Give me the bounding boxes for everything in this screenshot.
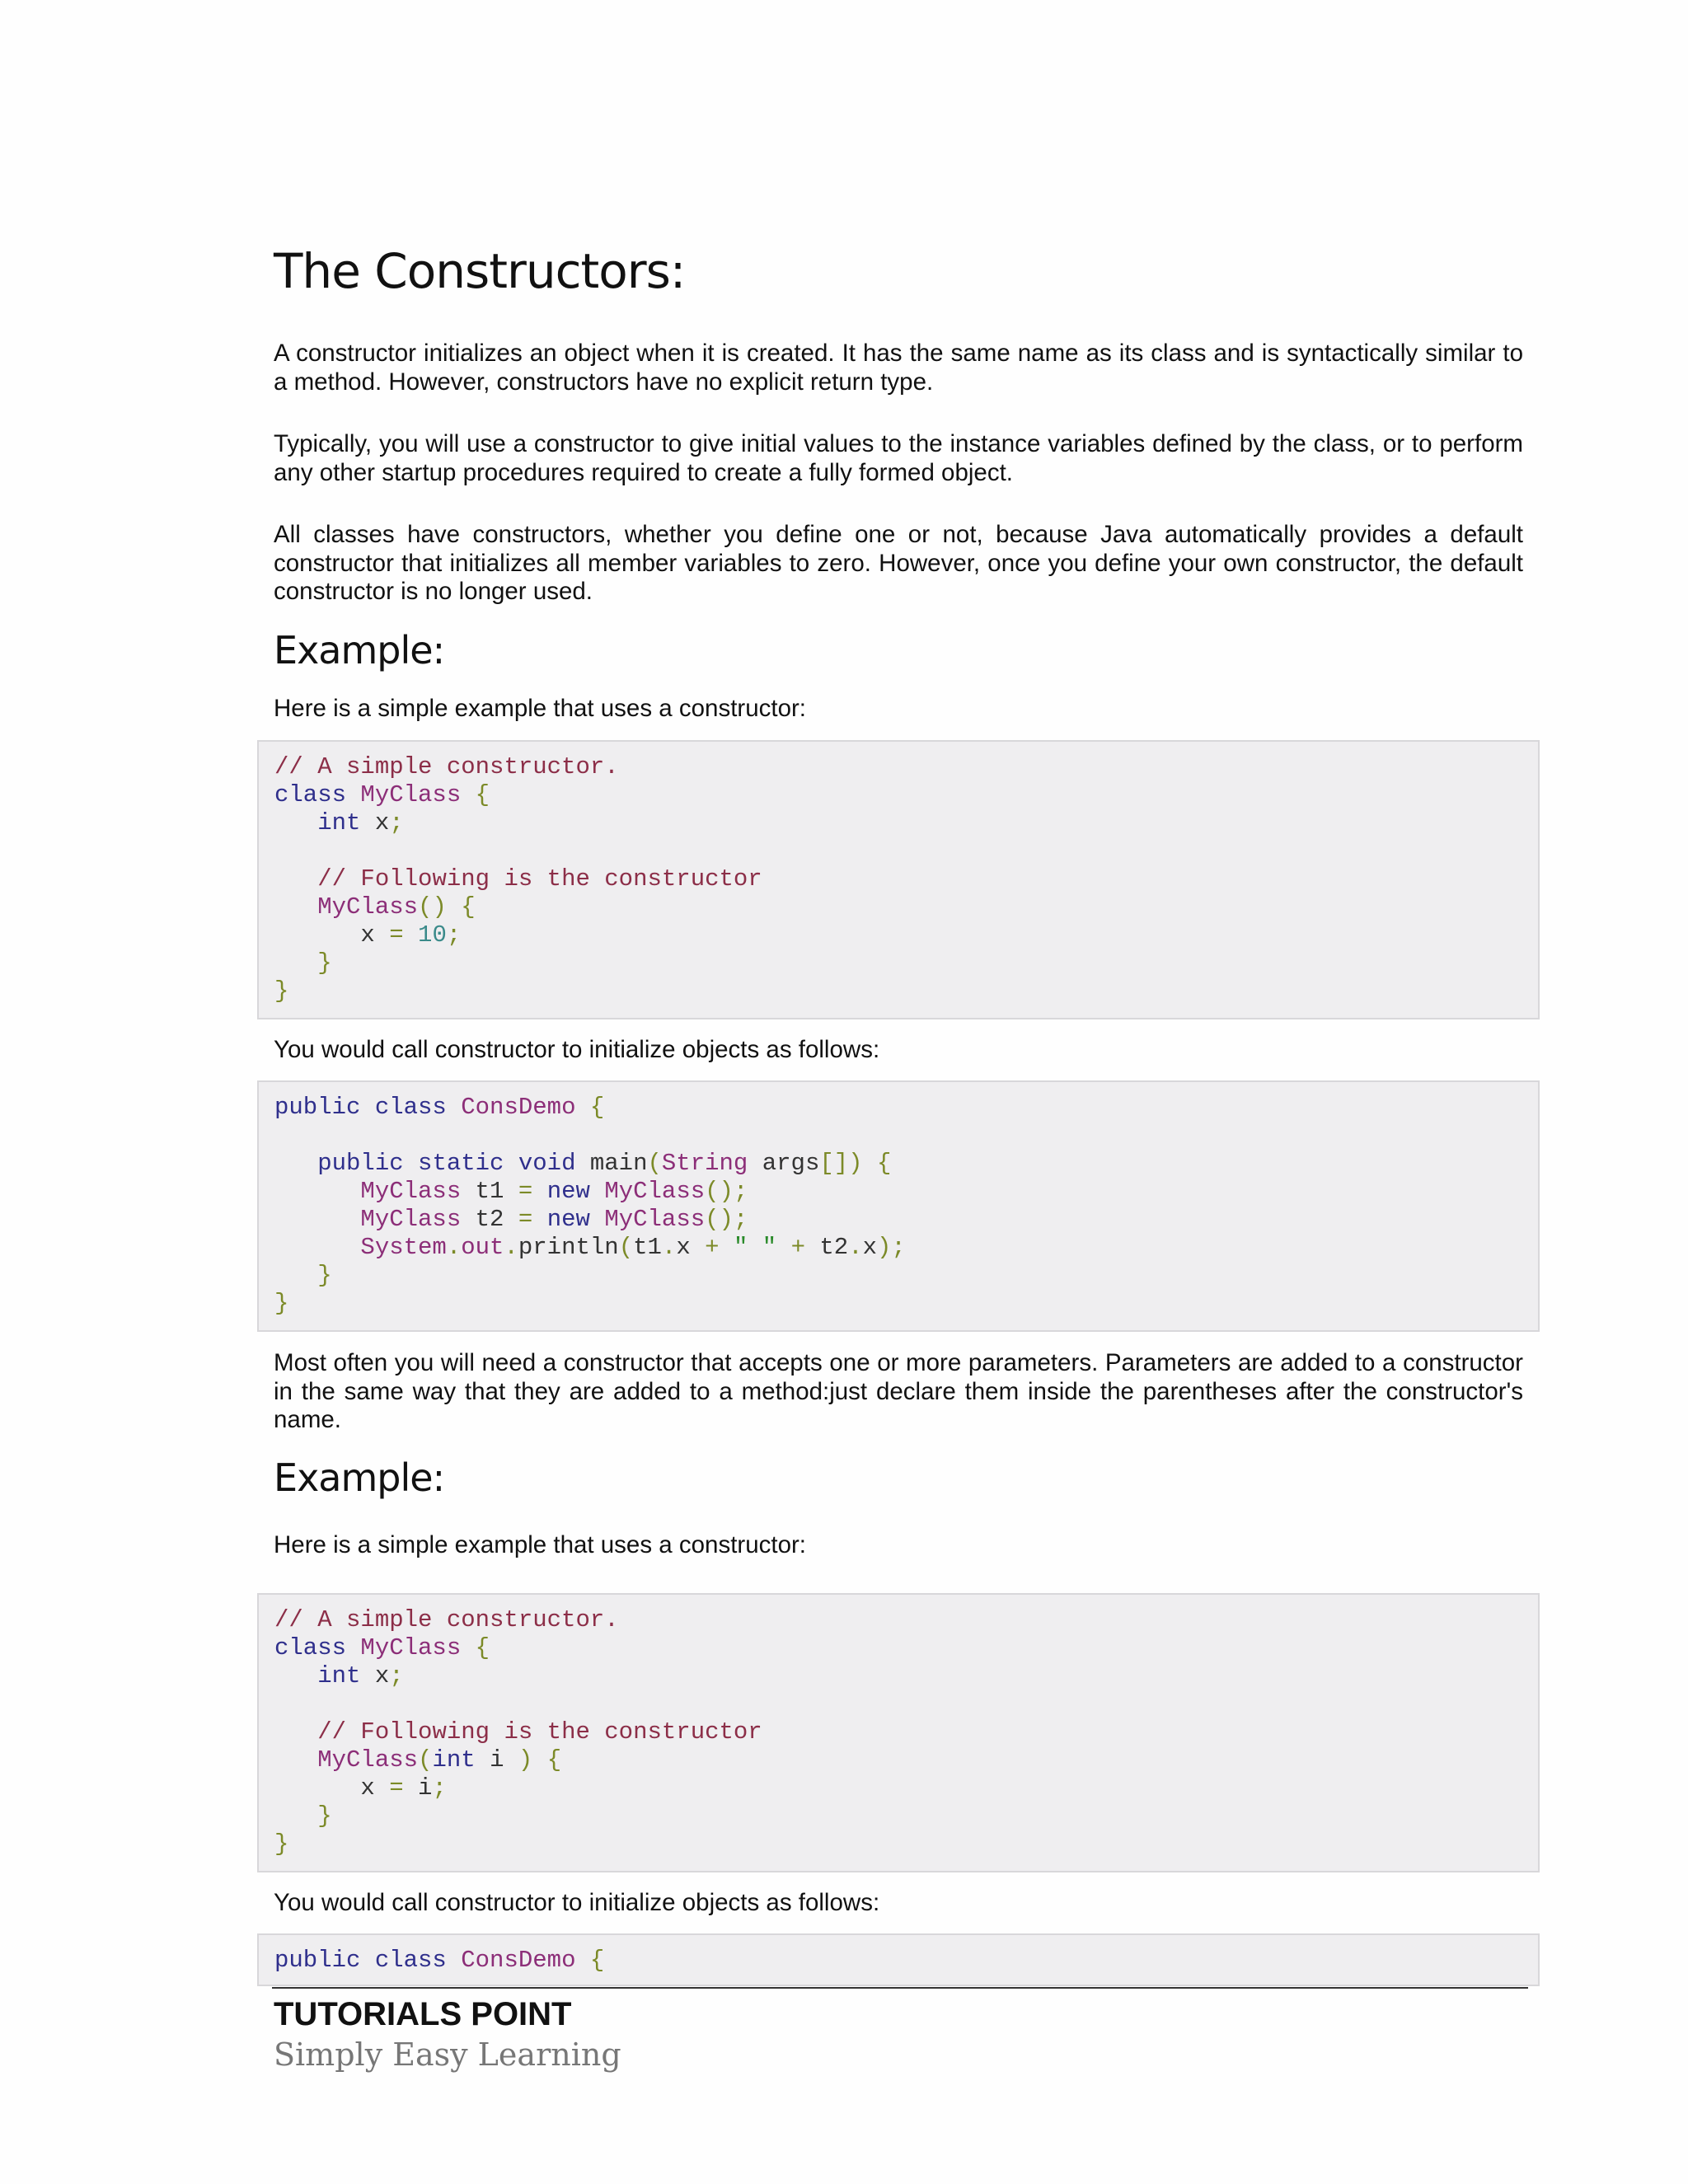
paragraph-call-intro-1: You would call constructor to initialize objects as follows:: [274, 1036, 880, 1063]
code-line: // A simple constructor.: [274, 753, 619, 780]
code-line: [274, 1690, 762, 1718]
paragraph-default-constructor: All classes have constructors, whether you define one or not, because Java automatically provides a default constructor that initializes all member variables to zero. However, once you define your own constructor, the default constructor is no longer used.: [274, 521, 1523, 605]
footer-brand: TUTORIALS POINT: [274, 1996, 572, 2032]
code-block-myclass-2: [257, 1593, 1540, 1872]
code-line: MyClass() {: [317, 893, 476, 921]
code-line: int x;: [317, 1662, 404, 1690]
code-line: }: [317, 949, 332, 977]
paragraph-intro: A constructor initializes an object when it is created. It has the same name as its class and is syntactically similar to a method. However, constructors have no explicit return type.: [274, 340, 1523, 396]
footer-divider: [272, 1987, 1528, 1989]
code-line: MyClass t1 = new MyClass();: [360, 1178, 748, 1205]
code-line: x = 10;: [274, 921, 462, 949]
code-line: public class ConsDemo {: [274, 1094, 605, 1121]
example-heading-2: Example:: [274, 1455, 445, 1500]
code-block-myclass-1: [257, 740, 1540, 1019]
paragraph-typical-use: Typically, you will use a constructor to give initial values to the instance variables defined by the class, or to perform any other startup procedures required to create a fully formed object.: [274, 430, 1523, 486]
code-line: MyClass(int i ) {: [317, 1746, 562, 1774]
code-line: MyClass t2 = new MyClass();: [360, 1206, 748, 1233]
code-line: }: [274, 1830, 289, 1858]
code-line: // A simple constructor.: [274, 1606, 619, 1633]
paragraph-example-intro-2: Here is a simple example that uses a constructor:: [274, 1531, 807, 1558]
code-block-consdemo-2: [257, 1933, 1540, 1986]
code-line: // Following is the constructor: [317, 865, 762, 893]
code-line: class MyClass {: [274, 1634, 490, 1661]
code-line: int x;: [317, 809, 404, 837]
code-line: [274, 1122, 906, 1150]
paragraph-call-intro-2: You would call constructor to initialize objects as follows:: [274, 1889, 880, 1916]
code-lines: [274, 1606, 762, 1858]
code-line: }: [317, 1802, 332, 1830]
code-line: public class ConsDemo {: [274, 1947, 605, 1974]
code-line: System.out.println(t1.x + " " + t2.x);: [360, 1234, 906, 1261]
paragraph-parameters: Most often you will need a constructor that accepts one or more parameters. Parameters are added to a constructor in the same way that they are added to a method:just declare them inside the parentheses after the constructor's name.: [274, 1349, 1523, 1433]
code-line: [274, 837, 762, 865]
code-line: public static void main(String args[]) {: [317, 1150, 892, 1177]
page-title: The Constructors:: [274, 243, 686, 299]
code-lines: [274, 1947, 604, 1975]
code-line: class MyClass {: [274, 781, 490, 808]
code-line: x = i;: [274, 1774, 447, 1802]
paragraph-example-intro-1: Here is a simple example that uses a constructor:: [274, 695, 807, 722]
code-line: }: [317, 1262, 332, 1289]
code-line: }: [274, 1290, 289, 1317]
code-lines: [274, 753, 762, 1005]
code-line: // Following is the constructor: [317, 1718, 762, 1746]
code-line: }: [274, 977, 289, 1005]
code-lines: [274, 1094, 906, 1318]
example-heading-1: Example:: [274, 628, 445, 673]
footer-tagline: Simply Easy Learning: [274, 2036, 621, 2073]
code-block-consdemo-1: [257, 1080, 1540, 1332]
